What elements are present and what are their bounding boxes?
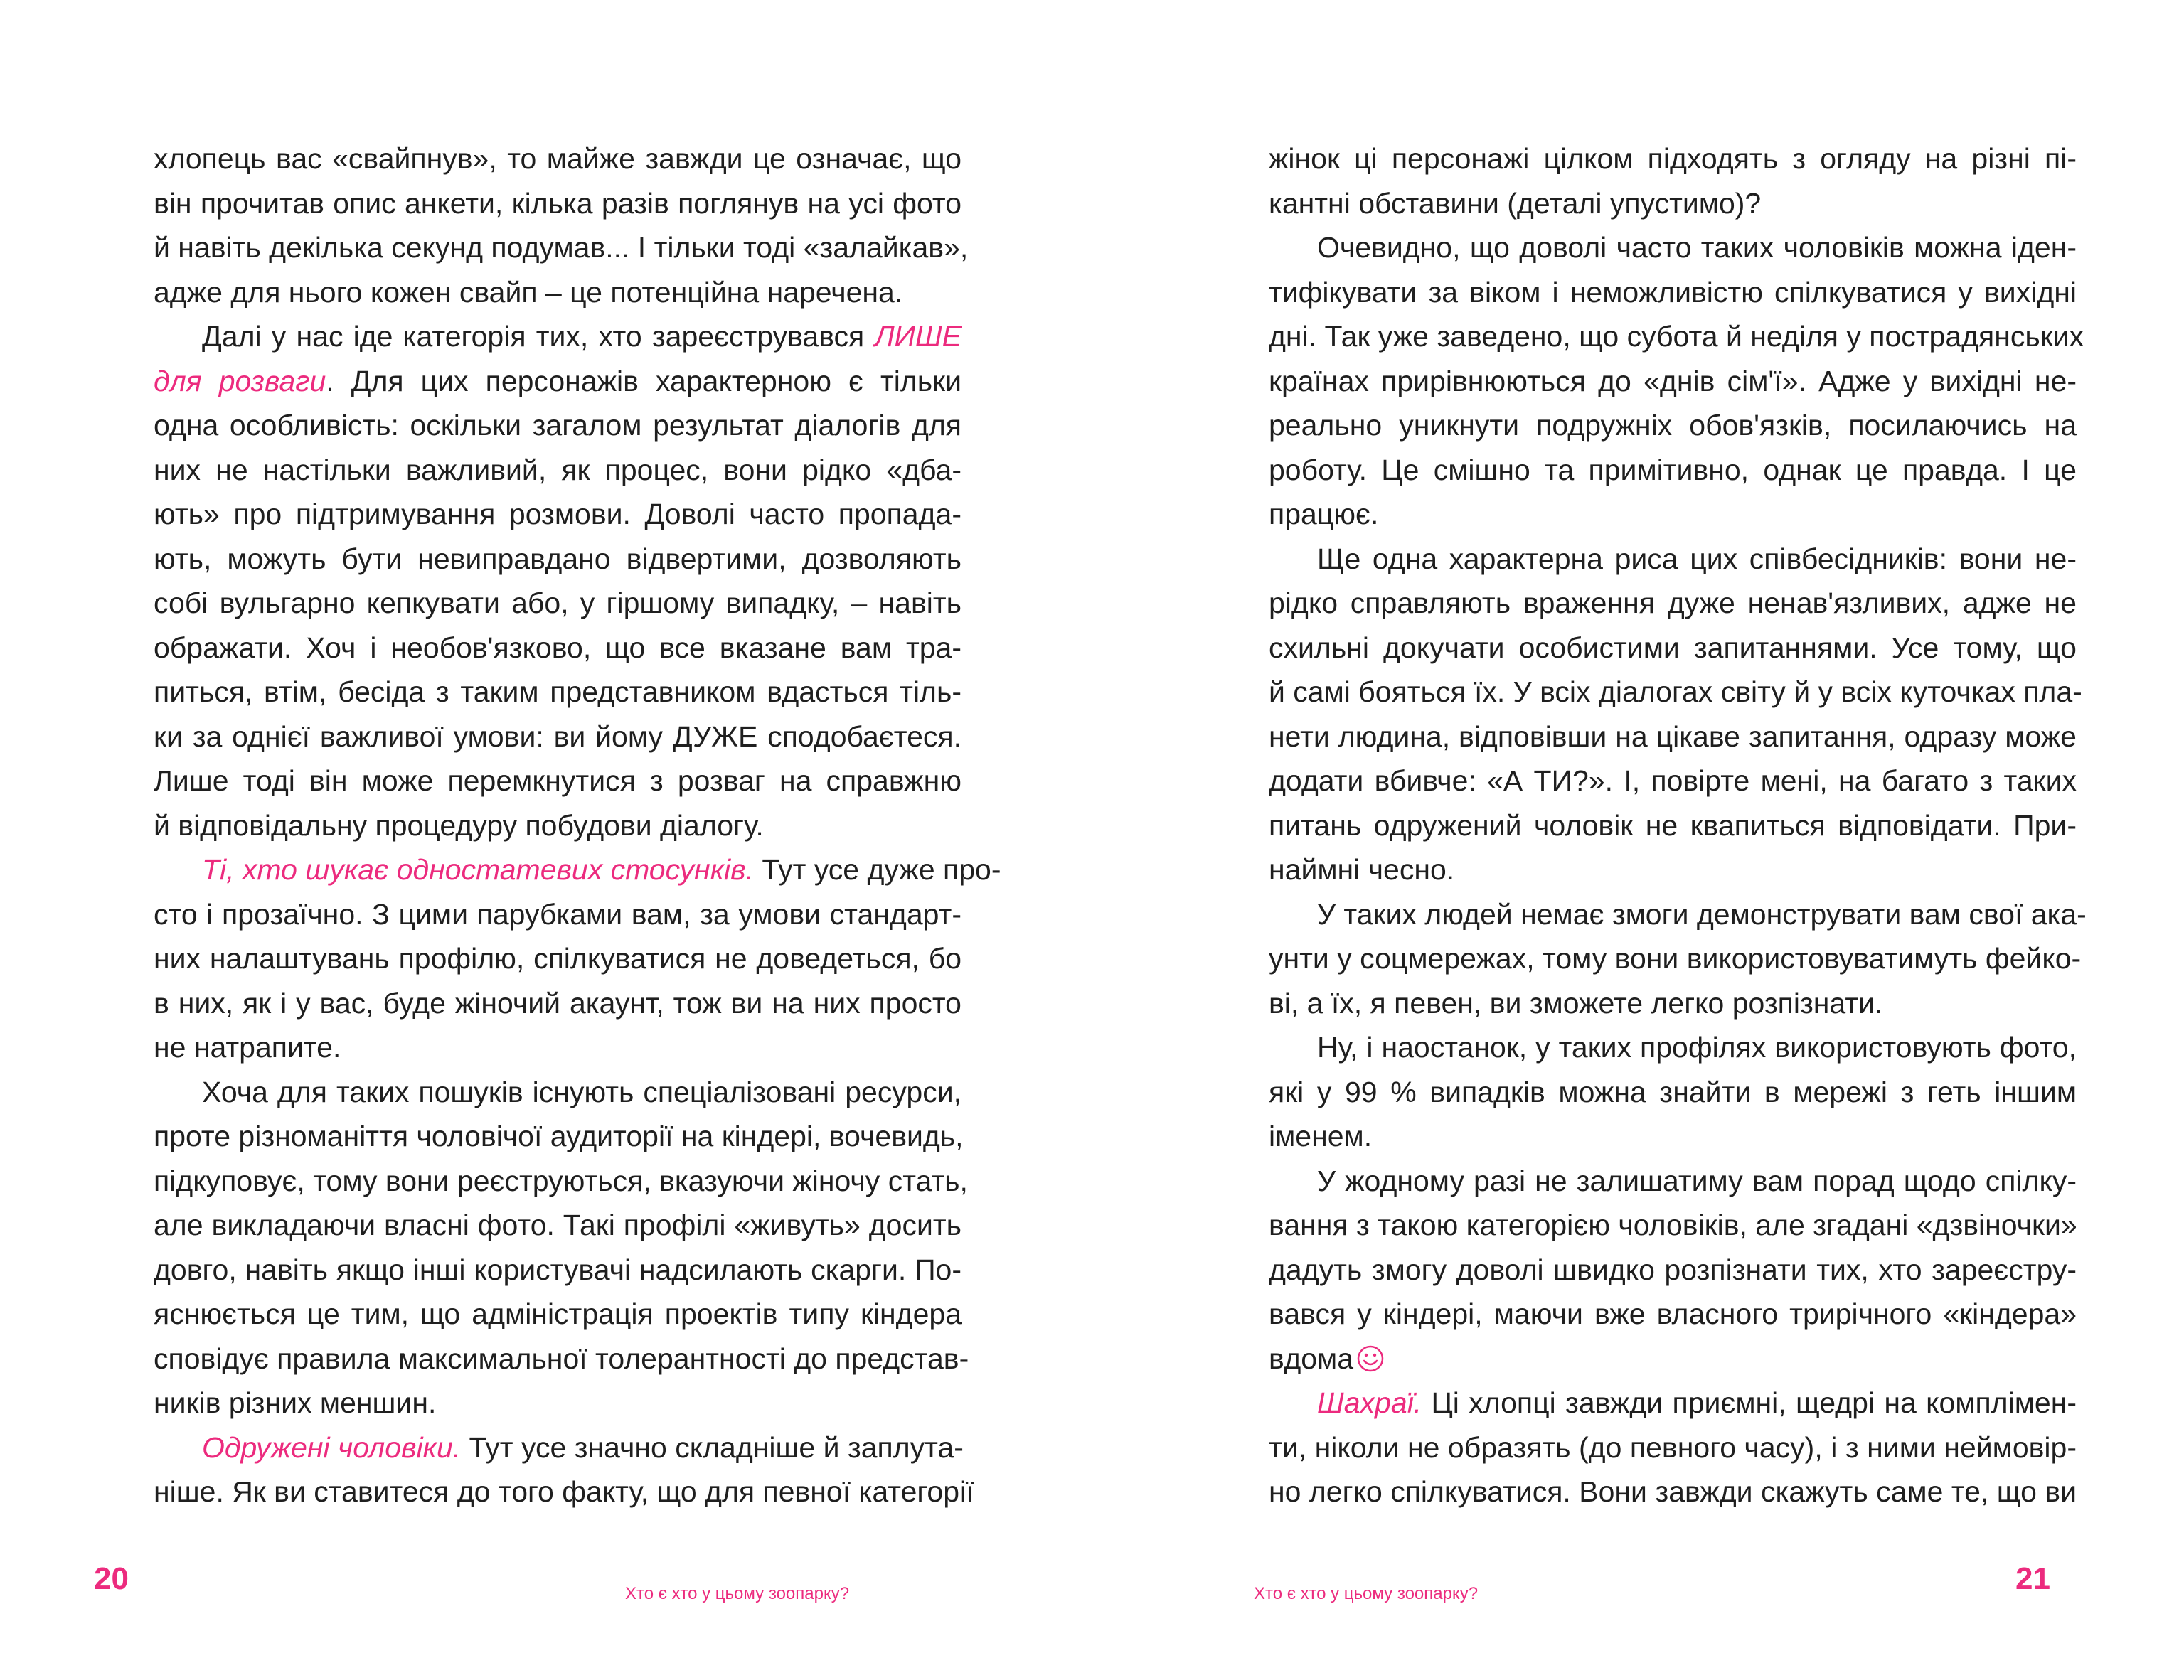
text-line: й самі бояться їх. У всіх діалогах світу й у всіх куточках пла-: [1269, 675, 2082, 708]
text-line: нети людина, відповівши на цікаве запитання, одразу може: [1269, 719, 2077, 753]
text-line: ють, можуть бути невиправдано відвертими, дозволяють: [154, 542, 962, 575]
text-line: проте різноманіття чоловічої аудиторії на кіндері, вочевидь,: [154, 1120, 964, 1152]
text-line: хлопець вас «свайпнув», то майже завжди це означає, що: [154, 142, 962, 175]
text-line: дадуть змогу доволі швидко розпізнати тих, хто зареєстру-: [1269, 1253, 2077, 1286]
text-line: жінок ці персонажі цілком підходять з огляду на різні пі-: [1269, 142, 2077, 175]
text-line: країнах прирівнюються до «днів сім'ї». Адже у вихідні не-: [1269, 364, 2077, 397]
text-line: них не настільки важливий, як процес, вони рідко «дба-: [154, 453, 962, 486]
text-line: Ну, і наостанок, у таких профілях використовують фото,: [1317, 1031, 2077, 1064]
text-line: вання з такою категорією чоловіків, але згадані «дзвіночки»: [1269, 1209, 2077, 1241]
text-line: Хоча для таких пошуків існують спеціалізовані ресурси,: [202, 1075, 962, 1108]
text-line: тифікувати за віком і неможливістю спілкуватися у вихідні: [1269, 275, 2077, 309]
text-line: сповідує правила максимальної толерантності до представ-: [154, 1342, 969, 1375]
text-line: но легко спілкуватися. Вони завжди скажуть саме те, що ви: [1269, 1475, 2077, 1508]
text-line: й відповідальну процедуру побудови діалогу.: [154, 808, 764, 842]
smiley-icon: [1356, 1344, 1385, 1373]
text-line: [1269, 1337, 2077, 1381]
text-line: питься, втім, бесіда з таким представником вдасться тіль-: [154, 675, 962, 708]
emphasis-dlia-rozvahy: для розваги: [154, 364, 326, 397]
text-line: ють» про підтримування розмови. Доволі часто пропада-: [154, 498, 962, 530]
page-number-left: 20: [94, 1561, 129, 1596]
right-page-body: [1269, 137, 2087, 1514]
text-line: рідко справляють враження дуже ненав'язливих, адже не: [1269, 587, 2077, 619]
running-head-left: Хто є хто у цьому зоопарку?: [625, 1584, 850, 1603]
text-line: ображати. Хоч і необов'язково, що все вказане вам тра-: [154, 631, 962, 664]
text-line: собі вульгарно кепкувати або, у гіршому випадку, – навіть: [154, 587, 962, 619]
text-line: додати вбивче: «А ТИ?». І, повірте мені, на багато з таких: [1269, 764, 2077, 797]
page-number-right: 21: [2015, 1561, 2050, 1596]
text-line: схильні докучати особистими запитаннями. Усе тому, що: [1269, 631, 2077, 664]
text-line: наймні чесно.: [1269, 853, 1455, 886]
running-head-right: Хто є хто у цьому зоопарку?: [1254, 1584, 1479, 1603]
text-line: питань одружений чоловік не квапиться відповідати. При-: [1269, 808, 2077, 842]
text-line: підкуповує, тому вони реєструються, вказуючи жіночу стать,: [154, 1164, 968, 1197]
text-line: [1269, 1381, 2077, 1425]
text-line: ки за однієї важливої умови: ви йому ДУЖЕ сподобаєтеся.: [154, 719, 962, 753]
text-line: У жодному разі не залишатиму вам порад щодо спілку-: [1317, 1164, 2077, 1197]
text-run: вдома: [1269, 1342, 1354, 1375]
text-line: унти у соцмережах, тому вони використовуватимуть фейко-: [1269, 942, 2082, 975]
text-line: ніше. Як ви ставитеся до того факту, що для певної категорії: [154, 1475, 974, 1508]
text-line: роботу. Це смішно та примітивно, однак це правда. І це: [1269, 453, 2077, 486]
emphasis-odruzheni: Одружені чоловіки.: [202, 1430, 462, 1464]
text-run: Далі у нас іде категорія тих, хто зареєструвався: [202, 320, 865, 353]
text-line: Очевидно, що доволі часто таких чоловіків можна іден-: [1317, 231, 2077, 264]
text-line: не натрапите.: [154, 1031, 341, 1064]
text-line: довго, навіть якщо інші користувачі надсилають скарги. По-: [154, 1253, 962, 1286]
text-line: реально уникнути подружніх обов'язків, посилаючись на: [1269, 409, 2077, 442]
text-line: в них, як і у вас, буде жіночий акаунт, тож ви на них просто: [154, 986, 962, 1020]
text-line: Ще одна характерна риса цих співбесідників: вони не-: [1317, 542, 2077, 575]
text-line: й навіть декілька секунд подумав... І тільки тоді «залайкав»,: [154, 231, 969, 264]
text-line: сто і прозаїчно. З цими парубками вам, за умови стандарт-: [154, 897, 962, 931]
text-line: У таких людей немає змоги демонструвати вам свої ака-: [1317, 897, 2087, 931]
text-line: працює.: [1269, 498, 1379, 530]
text-line: іменем.: [1269, 1120, 1373, 1152]
text-line: адже для нього кожен свайп – це потенційна наречена.: [154, 275, 903, 309]
text-run: Ці хлопці завжди приємні, щедрі на комплімен-: [1422, 1386, 2077, 1419]
text-line: ві, а їх, я певен, ви зможете легко розпізнати.: [1269, 986, 1883, 1020]
emphasis-lishe: ЛИШЕ: [874, 320, 962, 353]
emphasis-shakhrai: Шахраї.: [1317, 1386, 1422, 1419]
text-line: він прочитав опис анкети, кілька разів поглянув на усі фото: [154, 186, 962, 220]
text-line: них налаштувань профілю, спілкуватися не доведеться, бо: [154, 942, 962, 975]
text-line: одна особливість: оскільки загалом результат діалогів для: [154, 409, 962, 442]
text-line: але викладаючи власні фото. Такі профілі «живуть» досить: [154, 1209, 962, 1241]
text-line: яснюється це тим, що адміністрація проектів типу кіндера: [154, 1298, 962, 1330]
text-line: ників різних меншин.: [154, 1386, 437, 1419]
emphasis-odnostatevi: Ті, хто шукає одностатевих стосунків.: [202, 853, 754, 886]
text-line: Лише тоді він може перемкнутися з розваг на справжню: [154, 764, 962, 797]
text-line: які у 99 % випадків можна знайти в мережі з геть іншим: [1269, 1075, 2077, 1108]
text-line: вався у кіндері, маючи вже власного трирічного «кіндера»: [1269, 1298, 2077, 1330]
text-line: кантні обставини (деталі упустимо)?: [1269, 186, 1762, 220]
text-run: Тут усе значно складніше й заплута-: [461, 1430, 964, 1464]
text-line: ти, ніколи не образять (до певного часу), і з ними неймовір-: [1269, 1430, 2077, 1464]
text-run: . Для цих персонажів характерною є тільки: [326, 364, 962, 397]
text-line: дні. Так уже заведено, що субота й неділя у пострадянських: [1269, 320, 2084, 353]
text-run: Тут усе дуже про-: [753, 853, 1001, 886]
